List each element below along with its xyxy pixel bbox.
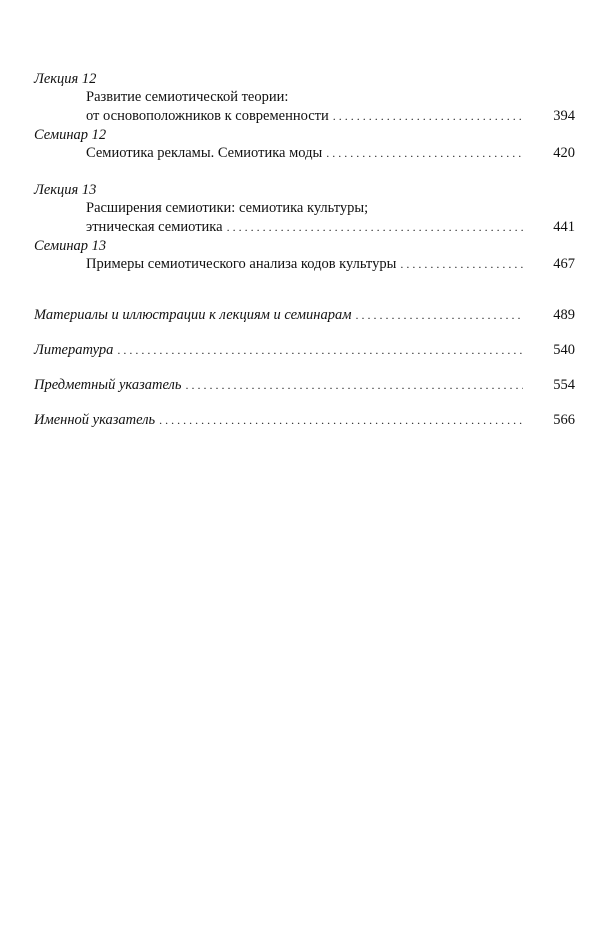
lecture-12-entry[interactable] <box>34 107 575 126</box>
lecture-13-title-last-line: этническая семиотика <box>86 219 223 235</box>
dot-leader <box>185 376 523 395</box>
lecture-12-title-line: Развитие семиотической теории: <box>86 89 289 105</box>
back-matter-name-index-entry[interactable] <box>34 411 575 430</box>
lecture-13-title-line: Расширения семиотики: семиотика культуры; <box>86 200 369 216</box>
lecture-12-page-number: 394 <box>553 108 575 124</box>
seminar-12-title: Семиотика рекламы. Семиотика моды <box>86 145 323 161</box>
spacer <box>34 163 575 181</box>
back-matter-subject-index-title: Предметный указатель <box>34 377 182 393</box>
dot-leader <box>326 144 523 163</box>
back-matter-name-index-title: Именной указатель <box>34 412 156 428</box>
seminar-12-entry[interactable] <box>34 144 575 163</box>
seminar-12-heading: Семинар 12 <box>34 127 107 143</box>
back-matter-literature-title: Литература <box>34 342 114 358</box>
back-matter-materials-entry[interactable] <box>34 306 575 325</box>
lecture-13-entry[interactable] <box>34 218 575 237</box>
dot-leader <box>400 255 523 274</box>
back-matter-subject-index-page-number: 554 <box>553 377 575 393</box>
back-matter-subject-index-entry[interactable] <box>34 376 575 395</box>
seminar-13-title: Примеры семиотического анализа кодов культуры <box>86 256 397 272</box>
spacer <box>34 325 575 341</box>
lecture-13-page-number: 441 <box>553 219 575 235</box>
dot-leader <box>159 411 523 430</box>
seminar-13-page-number: 467 <box>553 256 575 272</box>
dot-leader <box>355 306 523 325</box>
back-matter-literature-page-number: 540 <box>553 342 575 358</box>
table-of-contents <box>34 70 575 430</box>
seminar-13-entry[interactable] <box>34 255 575 274</box>
lecture-12-heading: Лекция 12 <box>34 71 97 87</box>
spacer <box>34 360 575 376</box>
seminar-13-heading: Семинар 13 <box>34 238 107 254</box>
back-matter-materials-title: Материалы и иллюстрации к лекциям и семинарам <box>34 307 352 323</box>
back-matter-literature-entry[interactable] <box>34 341 575 360</box>
dot-leader <box>117 341 523 360</box>
lecture-13-heading: Лекция 13 <box>34 182 97 198</box>
seminar-12-page-number: 420 <box>553 145 575 161</box>
dot-leader <box>227 218 523 237</box>
spacer <box>34 395 575 411</box>
spacer <box>34 274 575 306</box>
lecture-12-title-last-line: от основоположников к современности <box>86 108 329 124</box>
back-matter-materials-page-number: 489 <box>553 307 575 323</box>
dot-leader <box>333 107 523 126</box>
back-matter-name-index-page-number: 566 <box>553 412 575 428</box>
